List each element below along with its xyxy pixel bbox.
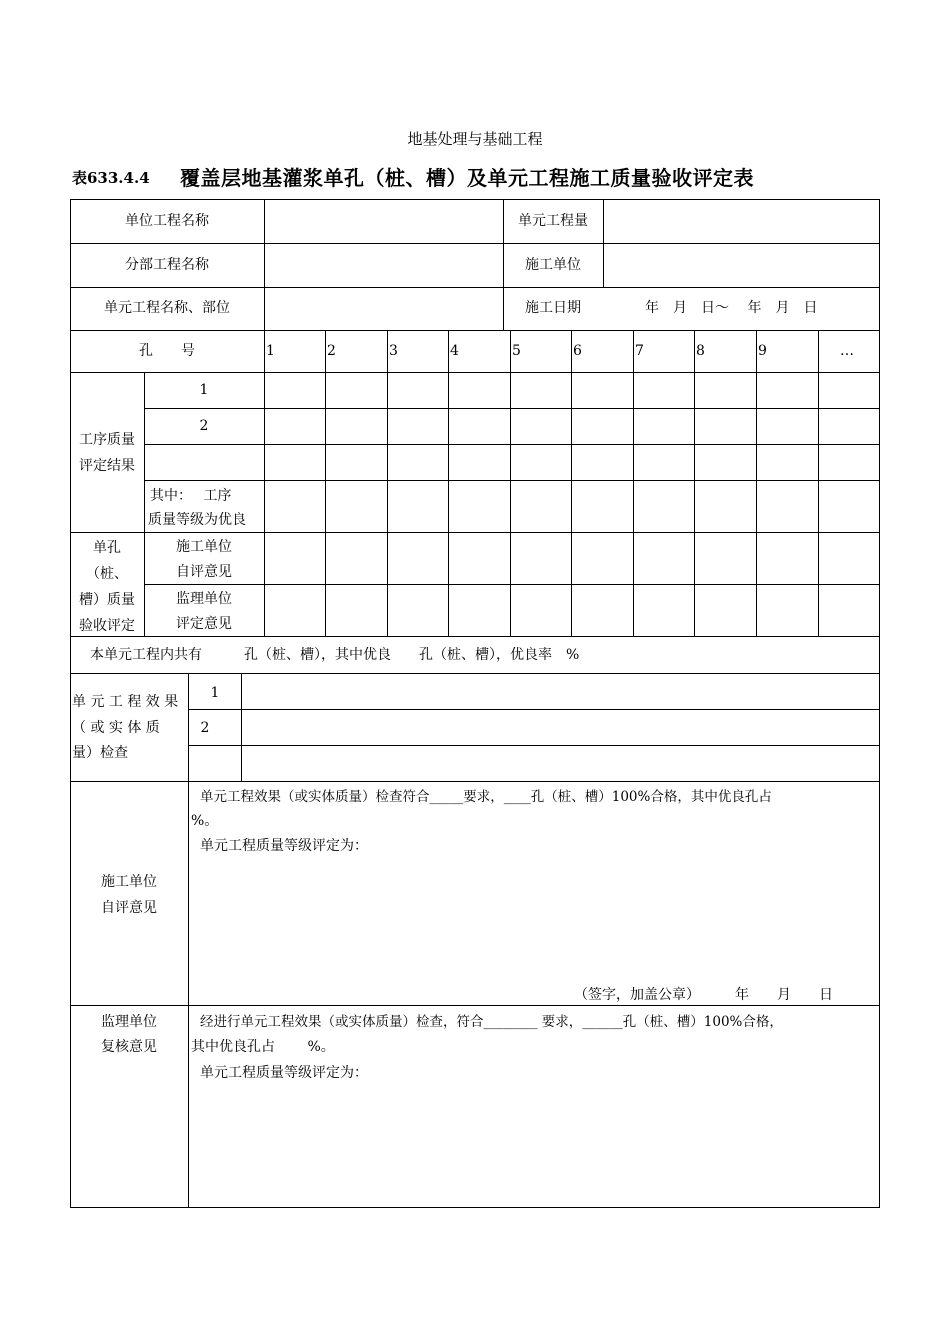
table-rule (818, 330, 819, 637)
table-rule (70, 243, 880, 244)
table-rule (571, 330, 572, 637)
table-rule (188, 745, 880, 746)
hole-number: … (840, 343, 854, 359)
table-rule (387, 330, 388, 637)
signature-line: （签字，加盖公章） 年 月 日 (574, 987, 833, 1003)
table-rule (448, 330, 449, 637)
label-process-quality: 工序质量 (79, 432, 135, 448)
table-rule (325, 330, 326, 637)
table-rule (70, 330, 880, 331)
effect-row-number: 2 (200, 720, 210, 736)
label-construction-date: 施工日期 (525, 300, 581, 316)
table-rule (633, 330, 634, 637)
label-single-hole: 单孔 (93, 540, 121, 556)
hole-number: 4 (450, 343, 459, 359)
label-supervisor-eval: 评定意见 (176, 616, 232, 632)
process-row-number: 1 (199, 382, 209, 398)
label-process-quality: 评定结果 (79, 458, 135, 474)
table-rule (144, 480, 880, 481)
table-rule (694, 330, 695, 637)
label-effect-check: 量）检查 (72, 745, 128, 761)
table-rule (144, 408, 880, 409)
label-effect-check: 单 元 工 程 效 果 (72, 694, 179, 710)
table-rule (756, 330, 757, 637)
label-supervisor-opinion: 复核意见 (101, 1039, 157, 1055)
hole-number: 9 (758, 343, 767, 359)
hole-number: 3 (389, 343, 398, 359)
hole-number: 5 (512, 343, 521, 359)
table-rule (70, 673, 880, 674)
table-rule (70, 781, 880, 782)
table-rule (603, 199, 604, 288)
label-single-hole: （桩、 (86, 566, 128, 582)
table-rule (264, 330, 265, 637)
contractor-opinion-text: 单元工程质量等级评定为： (200, 838, 368, 854)
effect-row-number: 1 (210, 685, 220, 701)
label-effect-check: （ 或 实 体 质 (72, 720, 160, 736)
table-rule (188, 709, 880, 710)
label-unit-project-name: 单位工程名称 (125, 213, 209, 229)
label-supervisor-opinion: 监理单位 (101, 1014, 157, 1030)
label-single-hole: 槽）质量 (79, 592, 135, 608)
contractor-opinion-text: %。 (191, 813, 219, 829)
label-construction-unit: 施工单位 (525, 257, 581, 273)
table-rule (144, 444, 880, 445)
chapter-heading: 地基处理与基础工程 (407, 130, 543, 148)
table-rule (70, 372, 880, 373)
label-element-name: 单元工程名称、部位 (104, 300, 230, 316)
supervisor-opinion-text: 单元工程质量等级评定为： (200, 1065, 368, 1081)
summary-line: 本单元工程内共有 孔（桩、槽），其中优良 孔（桩、槽），优良率 % (90, 647, 580, 663)
table-rule (70, 1207, 880, 1208)
hole-number: 1 (266, 343, 275, 359)
form-title: 覆盖层地基灌浆单孔（桩、槽）及单元工程施工质量验收评定表 (180, 166, 754, 190)
hole-number: 6 (573, 343, 582, 359)
label-unit-quantity: 单元工程量 (518, 213, 588, 229)
label-excellent-process: 其中： 工序 (150, 488, 232, 504)
table-rule (70, 287, 880, 288)
table-rule (188, 673, 189, 1208)
label-contractor-self-eval: 施工单位 (176, 539, 232, 555)
label-excellent-process: 质量等级为优良 (148, 512, 246, 528)
label-single-hole: 验收评定 (79, 618, 135, 634)
label-division-name: 分部工程名称 (125, 257, 209, 273)
hole-number: 8 (696, 343, 705, 359)
process-row-number: 2 (199, 418, 209, 434)
hole-number: 2 (327, 343, 336, 359)
form-number: 表633.4.4 (72, 169, 150, 187)
table-rule (70, 199, 880, 200)
label-contractor-opinion: 自评意见 (101, 900, 157, 916)
label-contractor-self-eval: 自评意见 (176, 564, 232, 580)
contractor-opinion-text: 单元工程效果（或实体质量）检查符合_____要求，____孔（桩、槽）100%合格，其中优良孔占 (200, 789, 772, 805)
table-rule (879, 199, 880, 1208)
label-contractor-opinion: 施工单位 (101, 874, 157, 890)
date-range-template: 年 月 日～ 年 月 日 (645, 300, 818, 316)
table-rule (264, 199, 265, 331)
table-rule (510, 330, 511, 637)
label-supervisor-eval: 监理单位 (176, 591, 232, 607)
label-hole-no: 孔 号 (139, 343, 195, 359)
supervisor-opinion-text: 经进行单元工程效果（或实体质量）检查，符合________ 要求，______孔（桩、槽）100%合格， (200, 1014, 783, 1030)
hole-number: 7 (635, 343, 644, 359)
supervisor-opinion-text: 其中优良孔占 %。 (191, 1039, 335, 1055)
